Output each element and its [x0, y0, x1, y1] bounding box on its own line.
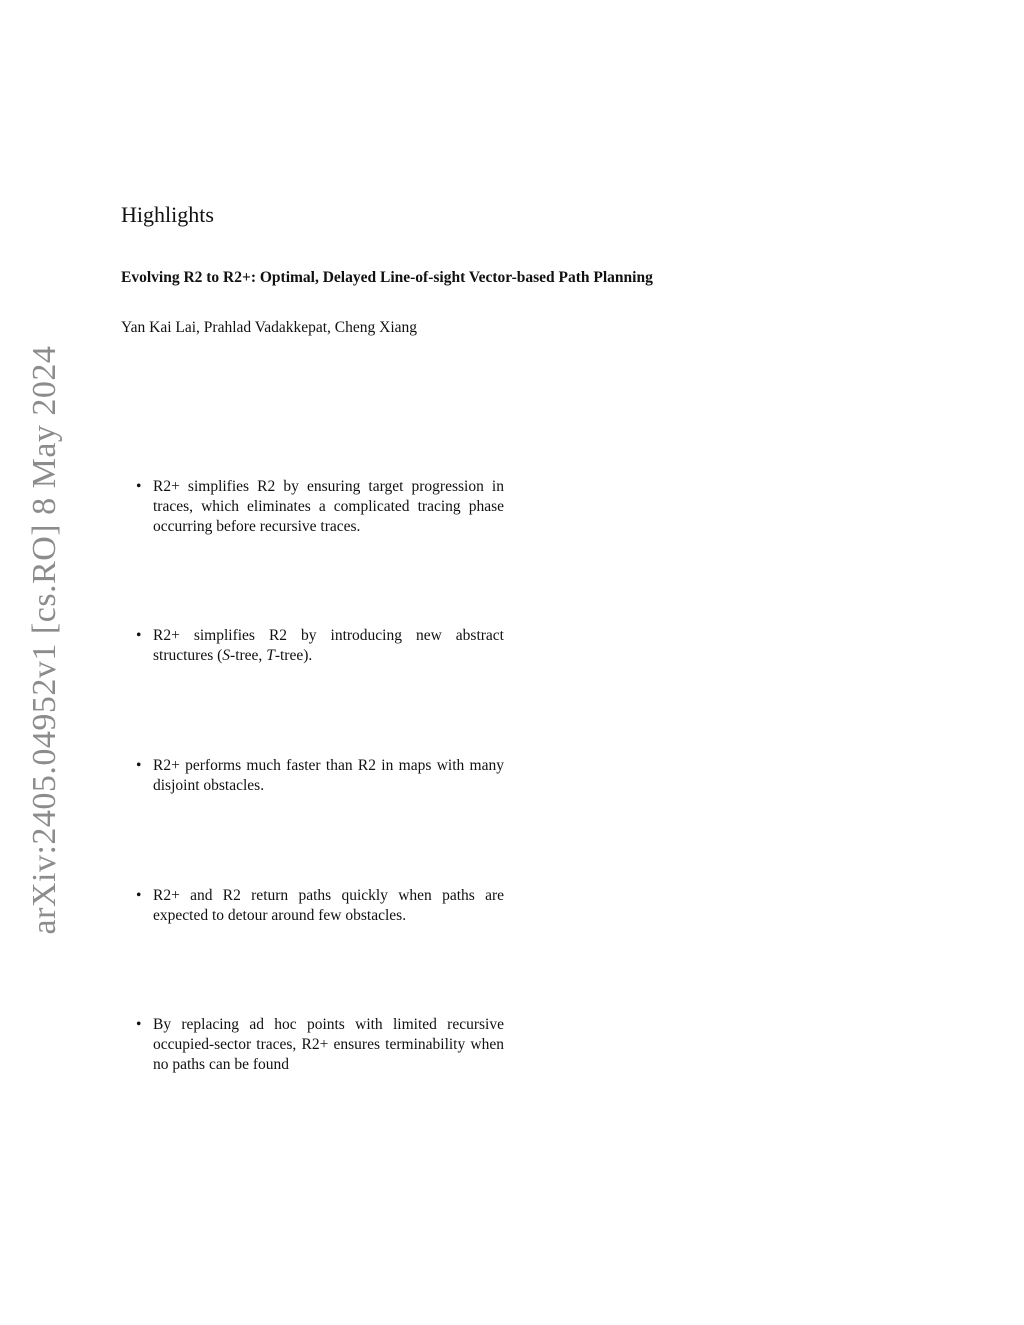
highlight-item: [136, 756, 504, 796]
arxiv-identifier-stamp: arXiv:2405.04952v1 [cs.RO] 8 May 2024: [26, 345, 63, 935]
highlight-text: R2+ and R2 return paths quickly when paths are expected to detour around few obstacles.: [153, 887, 504, 924]
s-tree-symbol: S: [222, 647, 231, 664]
paper-title: Evolving R2 to R2+: Optimal, Delayed Line-of-sight Vector-based Path Planning: [121, 269, 653, 286]
highlight-item: [136, 1015, 504, 1075]
highlight-text: [153, 626, 504, 666]
bullet-marker: •: [136, 757, 142, 774]
highlight-item: [136, 477, 504, 537]
highlight-item: [136, 626, 504, 666]
highlight-text: R2+ performs much faster than R2 in maps with many disjoint obstacles.: [153, 757, 504, 794]
bullet-marker: •: [136, 627, 142, 644]
highlight-text-part: -tree,: [230, 647, 267, 664]
highlight-text: R2+ simplifies R2 by ensuring target progression in traces, which eliminates a complicated tracing phase occurring before recursive traces.: [153, 478, 504, 535]
highlight-text-part: -tree).: [274, 647, 313, 664]
bullet-marker: •: [136, 887, 142, 904]
author-list: Yan Kai Lai, Prahlad Vadakkepat, Cheng Xiang: [121, 319, 418, 336]
bullet-marker: •: [136, 478, 142, 495]
highlight-text-part: R2+ simplifies R2 by introducing new abstract structures (: [153, 627, 504, 664]
highlight-text: By replacing ad hoc points with limited recursive occupied-sector traces, R2+ ensures terminability when no paths can be found: [153, 1016, 504, 1073]
t-tree-symbol: T: [266, 647, 275, 664]
bullet-marker: •: [136, 1016, 142, 1033]
highlights-heading: Highlights: [121, 202, 214, 227]
highlight-item: [136, 886, 504, 926]
